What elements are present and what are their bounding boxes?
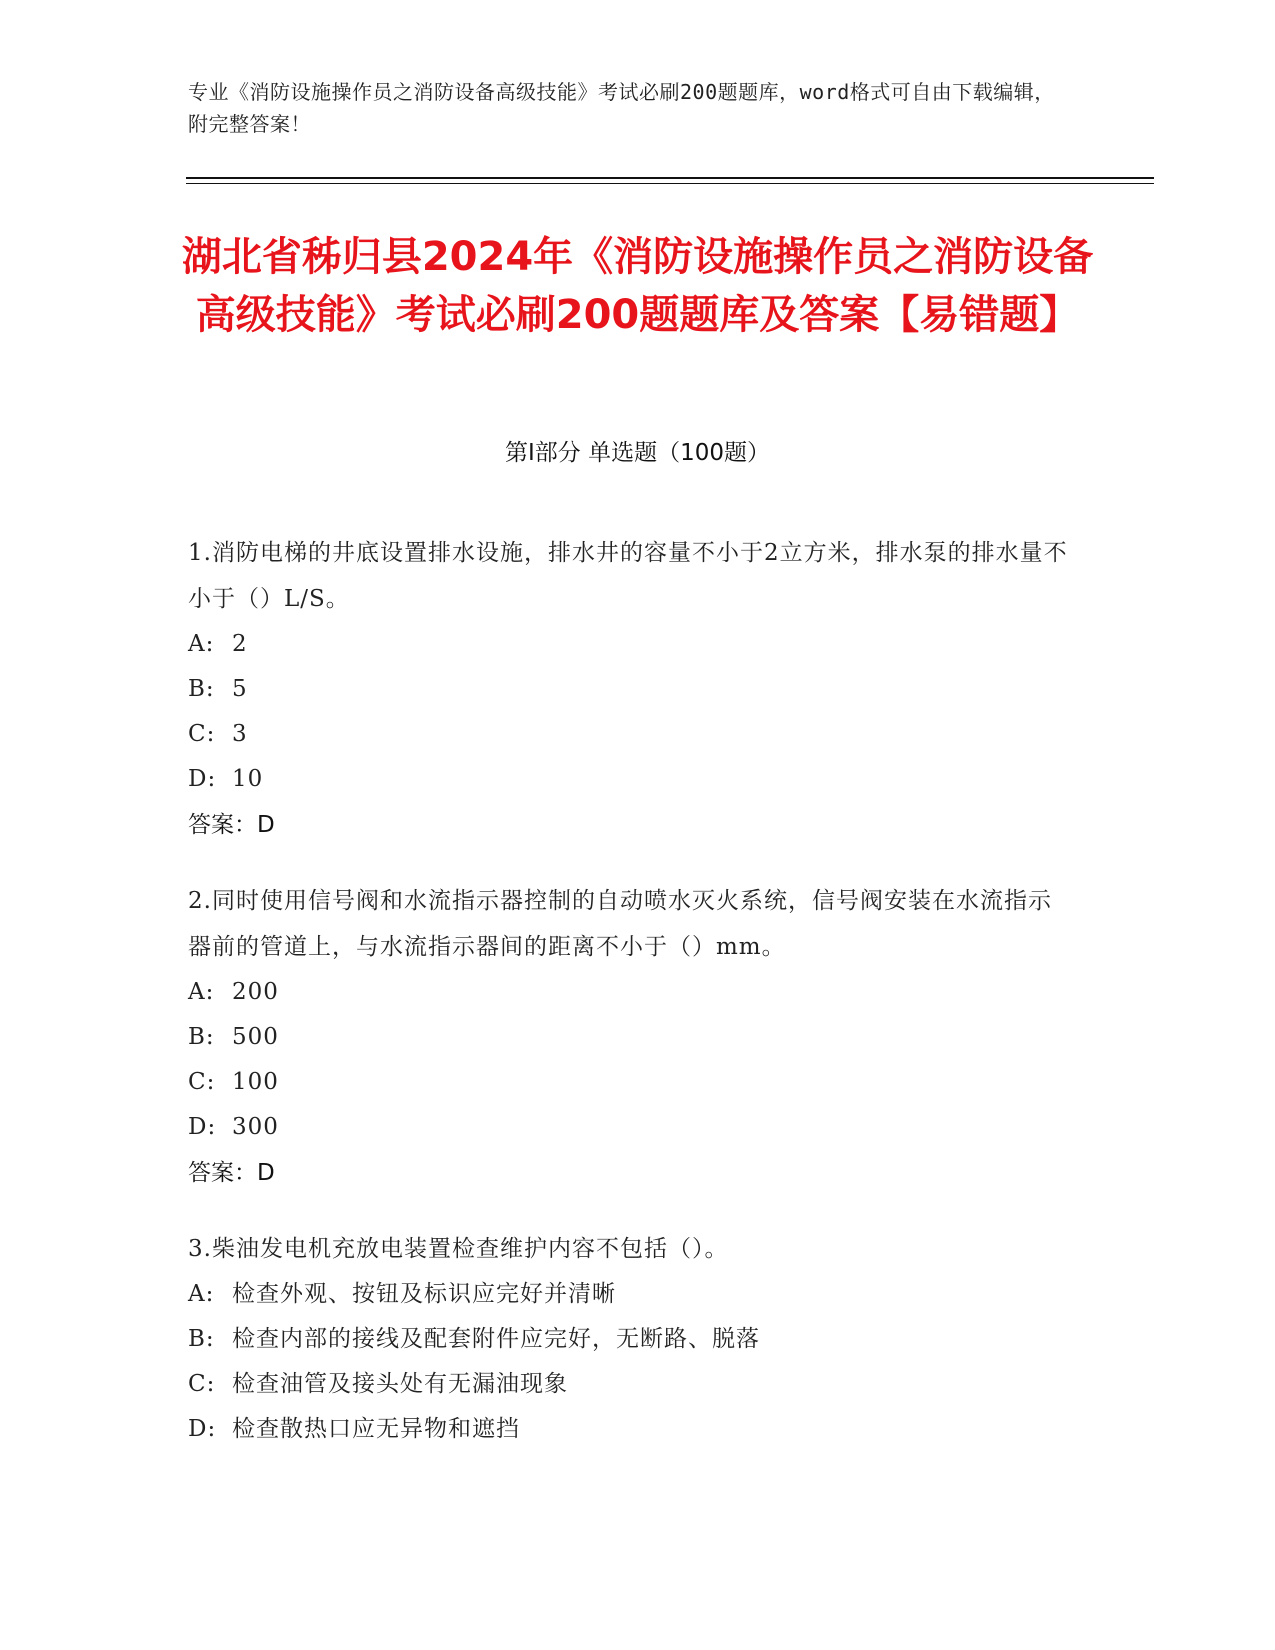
option-d: [188, 1105, 1068, 1150]
option-b: [188, 1015, 1068, 1060]
question-stem: 1.消防电梯的井底设置排水设施，排水井的容量不小于2立方米，排水泵的排水量不小于（）L/S。: [188, 540, 1068, 612]
header-divider-thin: [186, 183, 1154, 184]
option-b: [188, 667, 1068, 712]
option-d: [188, 1407, 1068, 1452]
option-a: [188, 1272, 1068, 1317]
option-text: 检查外观、按钮及标识应完好并清晰: [232, 1281, 616, 1307]
option-a: [188, 622, 1068, 667]
option-text: 500: [232, 1024, 279, 1050]
option-key: C:: [188, 1371, 216, 1397]
option-text: 100: [232, 1069, 279, 1095]
option-text: 300: [232, 1114, 279, 1140]
option-c: [188, 1362, 1068, 1407]
question-item-1: [188, 530, 1068, 848]
option-c: [188, 1060, 1068, 1105]
header-divider-thick: [186, 177, 1154, 179]
question-item-3: [188, 1226, 1068, 1452]
section-heading: 第Ⅰ部分 单选题（100题）: [505, 440, 770, 466]
option-key: A:: [188, 631, 215, 657]
option-text: 10: [232, 766, 264, 792]
option-key: D:: [188, 1114, 217, 1140]
option-text: 5: [232, 676, 248, 702]
option-key: A:: [188, 1281, 215, 1307]
option-c: [188, 712, 1068, 757]
option-d: [188, 757, 1068, 802]
question-list: [188, 530, 1068, 1482]
question-item-2: [188, 878, 1068, 1196]
option-key: D:: [188, 766, 217, 792]
question-stem: 2.同时使用信号阀和水流指示器控制的自动喷水灭火系统，信号阀安装在水流指示器前的管道上，与水流指示器间的距离不小于（）mm。: [188, 888, 1052, 960]
document-title: 湖北省秭归县2024年《消防设施操作员之消防设备高级技能》考试必刷200题题库及答案【易错题】: [181, 234, 1094, 338]
header-note: 专业《消防设施操作员之消防设备高级技能》考试必刷200题题库，word格式可自由下载编辑，附完整答案！: [188, 80, 1055, 136]
option-text: 检查油管及接头处有无漏油现象: [232, 1371, 568, 1397]
option-key: B:: [188, 676, 215, 702]
option-key: B:: [188, 1326, 215, 1352]
question-stem: 3.柴油发电机充放电装置检查维护内容不包括（）。: [188, 1236, 729, 1262]
option-text: 检查散热口应无异物和遮挡: [232, 1416, 520, 1442]
option-text: 2: [232, 631, 248, 657]
option-key: C:: [188, 721, 216, 747]
answer-line: 答案：D: [188, 1160, 275, 1186]
option-key: B:: [188, 1024, 215, 1050]
option-key: A:: [188, 979, 215, 1005]
option-a: [188, 970, 1068, 1015]
option-text: 3: [232, 721, 248, 747]
option-key: C:: [188, 1069, 216, 1095]
option-b: [188, 1317, 1068, 1362]
option-text: 检查内部的接线及配套附件应完好，无断路、脱落: [232, 1326, 760, 1352]
option-text: 200: [232, 979, 279, 1005]
answer-line: 答案：D: [188, 812, 275, 838]
option-key: D:: [188, 1416, 217, 1442]
